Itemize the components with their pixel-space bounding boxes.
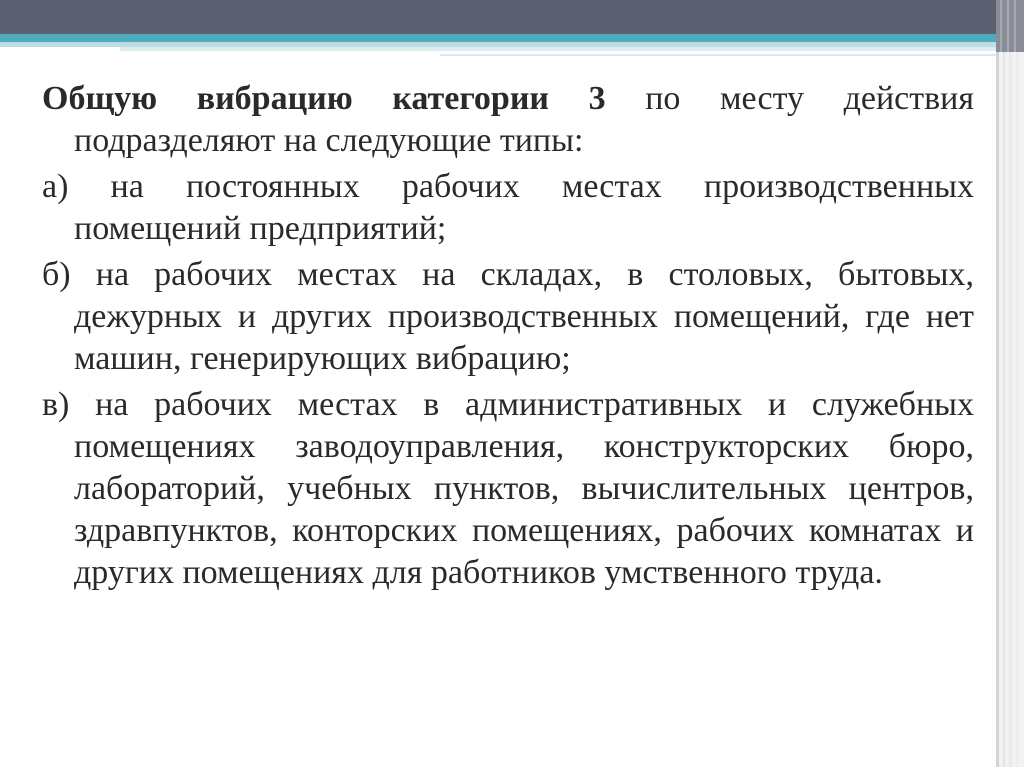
list-item-c: в) на рабочих местах в административных и служебных помещениях заводоуправления, конструкторских бюро, лабораторий, учебных пунктов, вычислительных центров, здравпунктов, конторских помещениях, рабочих комнатах и других помещениях для работников умственного труда. [42,386,974,591]
right-decor-bar [996,0,1024,767]
right-top-decor [996,0,1024,52]
accent-stripe [0,34,1024,42]
decor-line [1003,0,1005,767]
decor-line [1014,0,1016,52]
pale-stripe-secondary [120,47,1024,51]
intro-text: по месту действия подразделяют на следующие типы: [74,80,975,159]
slide-body [42,78,974,598]
decor-line [1000,0,1002,52]
list-item-a: а) на постоянных рабочих местах производственных помещений предприятий; [42,168,974,247]
decor-line [1007,0,1009,52]
top-header-band [0,0,1024,34]
thin-decor-line [440,54,1024,56]
decor-line [1009,0,1012,767]
decor-line [996,0,999,767]
decor-line [1016,0,1018,767]
list-item-b: б) на рабочих местах на складах, в столовых, бытовых, дежурных и других производственных помещений, где нет машин, генерирующих вибрацию; [42,256,974,377]
intro-bold-text: Общую вибрацию категории 3 [42,80,606,117]
intro-paragraph [42,78,974,162]
